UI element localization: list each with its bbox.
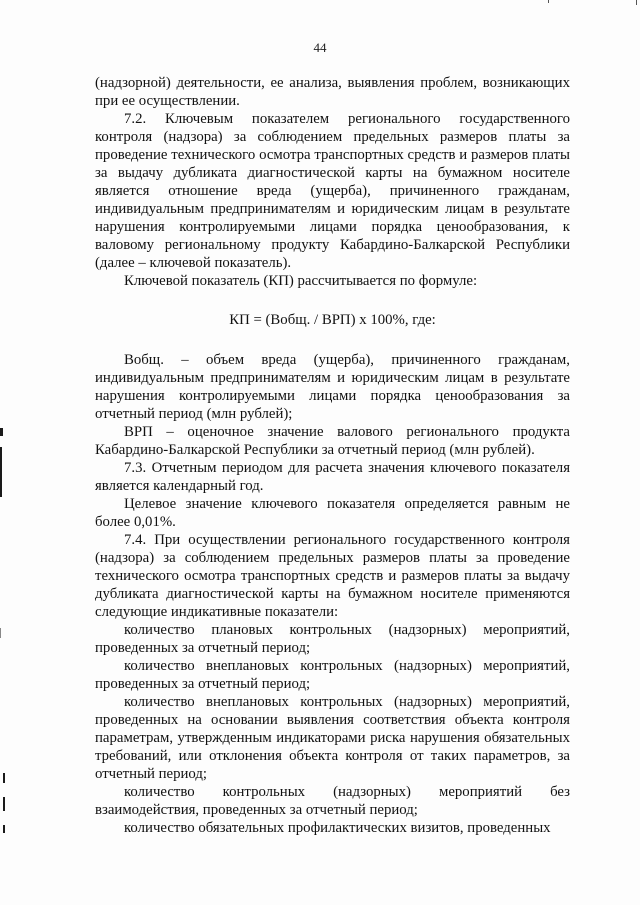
list-paragraph: количество внеплановых контрольных (надзорных) мероприятий, проведенных на основании выявления соответствия объекта контроля параметрам, утвержденным индикаторами риска нарушения обязательных требований, или отклонения объекта контроля от таких параметров, за отчетный период; — [95, 694, 570, 782]
paragraph: (надзорной) деятельности, ее анализа, выявления проблем, возникающих при ее осуществлении. — [95, 75, 570, 109]
formula: КП = (Вобщ. / ВРП) х 100%, где: — [229, 312, 436, 328]
paragraph: Целевое значение ключевого показателя определяется равным не более 0,01%. — [95, 496, 570, 530]
paragraph: Вобщ. – объем вреда (ущерба), причиненного гражданам, индивидуальным предпринимателям и юридическим лицам в результате нарушения контролируемыми лицами порядка ценообразования за отчетный период (млн рублей); — [95, 352, 570, 422]
list-paragraph: количество контрольных (надзорных) мероприятий без взаимодействия, проведенных за отчетный период; — [95, 784, 570, 818]
scan-artifact — [0, 628, 1, 638]
paragraph: 7.2. Ключевым показателем регионального государственного контроля (надзора) за соблюдением предельных размеров платы за проведение технического осмотра транспортных средств и размеров платы за выдачу дубликата диагностической карты на бумажном носителе является отношение вреда (ущерба), причиненного гражданам, индивидуальным предпринимателям и юридическим лицам в результате нарушения контролируемыми лицами порядка ценообразования, к валовому региональному продукту Кабардино-Балкарской Республики (далее – ключевой показатель). — [95, 111, 570, 271]
paragraph: ВРП – оценочное значение валового регионального продукта Кабардино-Балкарской Республики за отчетный период (млн рублей). — [95, 424, 570, 458]
paragraph: 7.3. Отчетным периодом для расчета значения ключевого показателя является календарный год. — [95, 460, 570, 494]
scan-edge-mark — [636, 0, 637, 5]
list-paragraph: количество внеплановых контрольных (надзорных) мероприятий, проведенных за отчетный период; — [95, 658, 570, 692]
paragraph: 7.4. При осуществлении регионального государственного контроля (надзора) за соблюдением предельных размеров платы за проведение технического осмотра транспортных средств и размеров платы за выдачу дубликата диагностической карты на бумажном носителе применяются следующие индикативные показатели: — [95, 532, 570, 620]
page-number: 44 — [313, 40, 327, 55]
document-body — [95, 74, 570, 837]
scan-artifact — [3, 773, 5, 783]
scan-artifact — [3, 825, 5, 833]
list-paragraph: количество обязательных профилактических визитов, проведенных — [124, 820, 551, 836]
scan-artifact — [0, 447, 2, 497]
list-paragraph: количество плановых контрольных (надзорных) мероприятий, проведенных за отчетный период; — [95, 622, 570, 656]
scan-edge-mark — [548, 0, 549, 3]
scan-artifact — [0, 428, 3, 436]
scan-artifact — [3, 797, 5, 811]
paragraph: Ключевой показатель (КП) рассчитывается по формуле: — [124, 273, 478, 289]
